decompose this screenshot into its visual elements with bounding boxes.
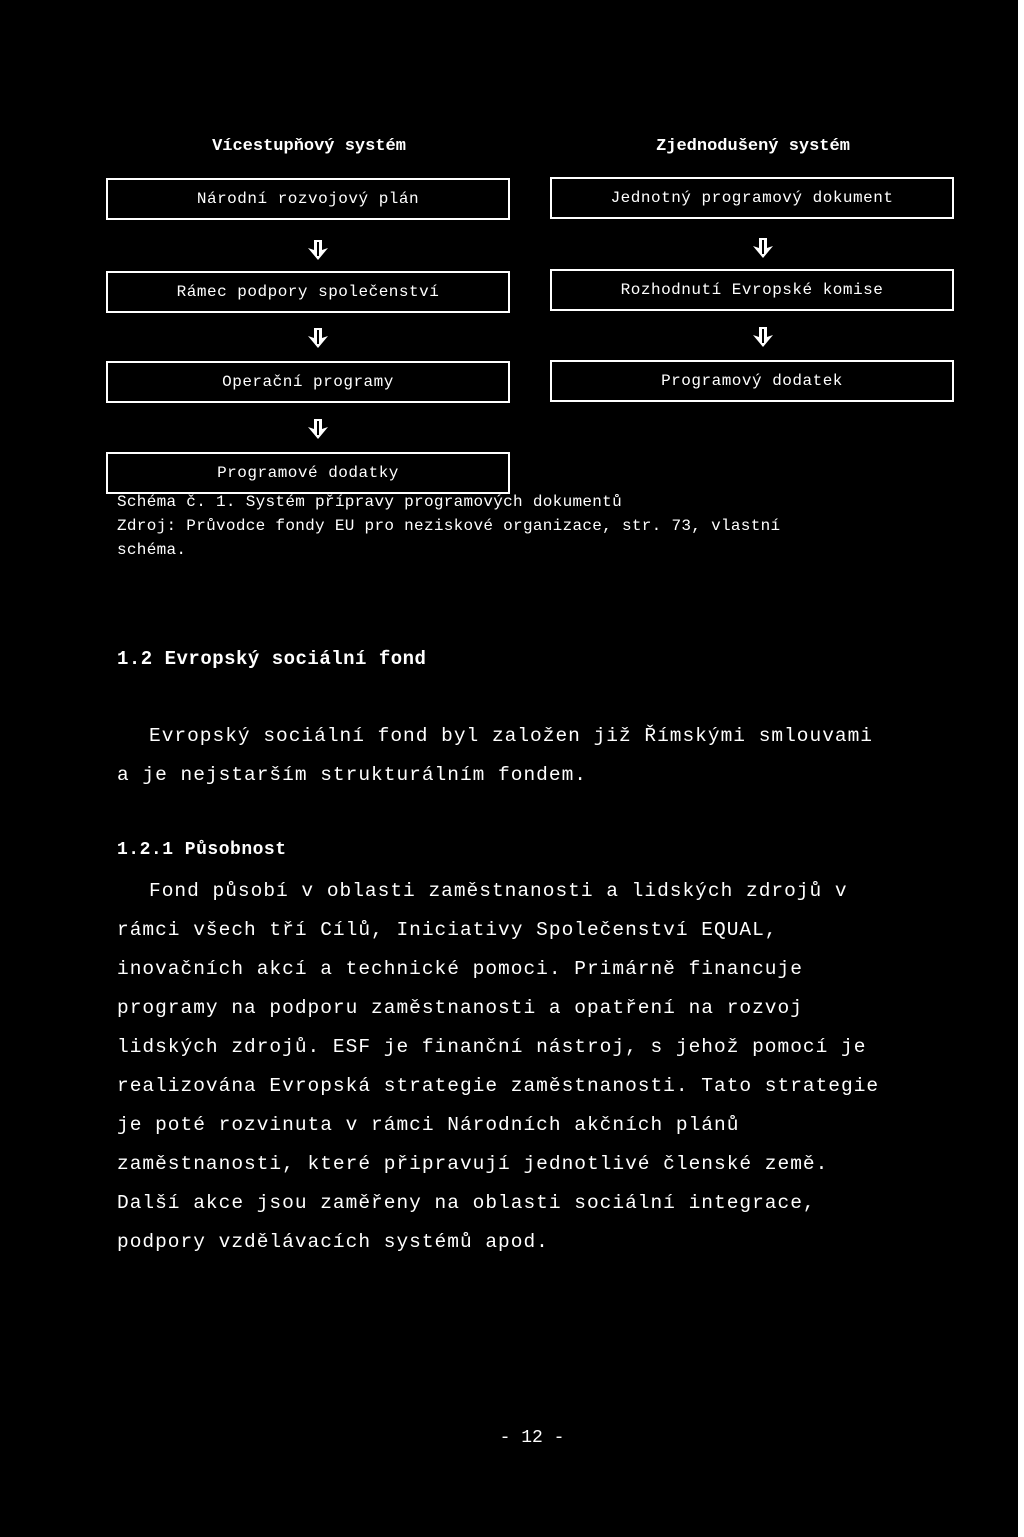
down-arrow-icon [306,326,330,350]
paragraph-line: Fond působí v oblasti zaměstnanosti a lidských zdrojů v [149,880,848,902]
subsection-paragraph [117,872,879,1262]
paragraph-line: podpory vzdělávacích systémů apod. [117,1231,549,1253]
paragraph-line: rámci všech tří Cílů, Iniciativy Společenství EQUAL, [117,919,778,941]
figure-caption [117,490,917,562]
right-box-commission-decision: Rozhodnutí Evropské komise [550,269,954,311]
down-arrow-icon [306,238,330,262]
down-arrow-icon [306,417,330,441]
paragraph-line: zaměstnanosti, které připravují jednotlivé členské země. [117,1153,829,1175]
paragraph-line: inovačních akcí a technické pomoci. Primárně financuje [117,958,803,980]
paragraph-line: Další akce jsou zaměřeny na oblasti sociální integrace, [117,1192,816,1214]
left-box-national-plan: Národní rozvojový plán [106,178,510,220]
subsection-heading: 1.2.1 Působnost [117,840,287,860]
paragraph-line: programy na podporu zaměstnanosti a opatření na rozvoj [117,997,803,1019]
right-box-program-supplement: Programový dodatek [550,360,954,402]
paragraph-line: je poté rozvinuta v rámci Národních akčních plánů [117,1114,740,1136]
left-box-program-supplements: Programové dodatky [106,452,510,494]
right-column-title: Zjednodušený systém [656,137,850,156]
down-arrow-icon [751,325,775,349]
left-box-community-framework: Rámec podpory společenství [106,271,510,313]
caption-line: Schéma č. 1. Systém přípravy programových dokumentů [117,493,622,511]
section-paragraph [117,717,873,795]
down-arrow-icon [751,236,775,260]
caption-line: schéma. [117,541,187,559]
right-box-single-programming-document: Jednotný programový dokument [550,177,954,219]
paragraph-line: Evropský sociální fond byl založen již Římskými smlouvami [149,725,874,747]
paragraph-line: lidských zdrojů. ESF je finanční nástroj, s jehož pomocí je [117,1036,867,1058]
page-number: - 12 - [499,1428,565,1448]
left-box-operational-programs: Operační programy [106,361,510,403]
paragraph-line: a je nejstarším strukturálním fondem. [117,764,587,786]
paragraph-line: realizována Evropská strategie zaměstnanosti. Tato strategie [117,1075,880,1097]
section-heading: 1.2 Evropský sociální fond [117,648,427,670]
caption-line: Zdroj: Průvodce fondy EU pro neziskové organizace, str. 73, vlastní [117,517,781,535]
page-edge [1018,0,1024,1537]
left-column-title: Vícestupňový systém [212,137,406,156]
